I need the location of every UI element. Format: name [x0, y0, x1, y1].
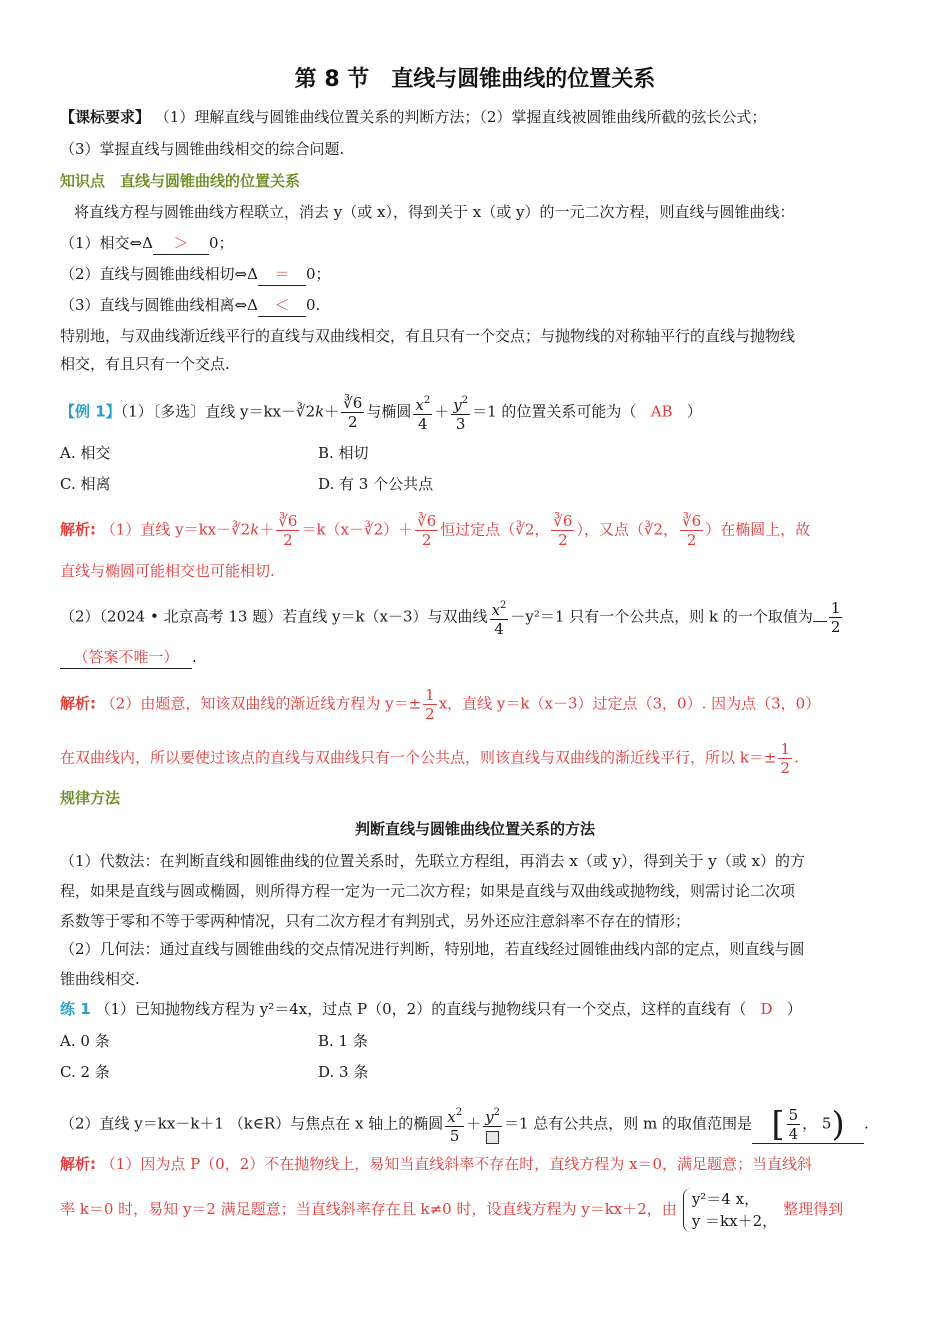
practice1-option-d: D. 3 条: [318, 1063, 369, 1081]
practice1-solution-line-1: 解析: （1）因为点 P（0，2）不在抛物线上，易知当直线斜率不存在时，直线方程为 x＝0，满足题意；当直线斜: [60, 1155, 813, 1173]
knowledge-note-1: 特别地，与双曲线渐近线平行的直线与双曲线相交，有且只有一个交点；与抛物线的对称轴平行的直线与抛物线: [60, 327, 796, 345]
method-paragraph-1-line-1: （1）代数法：在判断直线和圆锥曲线的位置关系时，先联立方程组，再消去 x（或 y），得到关于 y（或 x）的方: [60, 852, 805, 870]
requirements-line-2: （3）掌握直线与圆锥曲线相交的综合问题.: [60, 140, 345, 158]
practice1-question-2: （2）直线 y＝kx－k＋1 （k∈R）与焦点在 x 轴上的椭圆 $\frac{x^2}{5}$ ＋ $y^2$ ＝1 总有公共点，则 m 的取值范围是 [ $\frac{5}{4}$ ， 5) .: [60, 1104, 869, 1145]
practice1-question-1: 练 1 （1）已知抛物线方程为 y²＝4x，过点 P（0，2）的直线与抛物线只有一个交点，这样的直线有（ D ）: [60, 1000, 802, 1018]
equation-system: y²＝4 x， y ＝kx＋2，: [683, 1188, 777, 1232]
method-heading: 规律方法: [60, 789, 121, 807]
answer-blank: ＞: [153, 232, 209, 255]
method-subtitle: 判断直线与圆锥曲线位置关系的方法: [354, 820, 595, 838]
example1-solution-1-line-2: 直线与椭圆可能相交也可能相切.: [60, 562, 275, 580]
answer-text: D: [760, 1000, 773, 1018]
example1-option-a: A. 相交: [60, 444, 111, 462]
practice1-option-a: A. 0 条: [60, 1032, 110, 1050]
requirements-line-1: 【课标要求】 （1）理解直线与圆锥曲线位置关系的判断方法；（2）掌握直线被圆锥曲线所截的弦长公式；: [60, 108, 767, 126]
knowledge-note-2: 相交，有且只有一个交点.: [60, 355, 230, 373]
method-paragraph-1-line-3: 系数等于零和不等于零两种情况，只有二次方程才有判别式，另外还应注意斜率不存在的情形；: [60, 912, 691, 930]
example-tag: 【例 1】: [60, 402, 121, 421]
knowledge-intro: 将直线方程与圆锥曲线方程联立，消去 y（或 x），得到关于 x（或 y）的一元二次方程，则直线与圆锥曲线：: [74, 203, 795, 221]
answer-text: AB: [650, 402, 673, 421]
knowledge-item-1: （1）相交⇔Δ ＞ 0；: [60, 232, 234, 255]
practice1-option-b: B. 1 条: [318, 1032, 368, 1050]
answer-blank: ＝: [258, 263, 306, 286]
fraction-sqrt6-over-2: $\frac{∛6}{2}$: [343, 394, 363, 431]
method-paragraph-2-line-2: 锥曲线相交.: [60, 970, 140, 988]
example1-solution-2-line-1: 解析: （2）由题意，知该双曲线的渐近线方程为 y＝± $\frac{1}{2}$ x，直线 y＝k（x－3）过定点（3，0）. 因为点（3，0）: [60, 686, 821, 723]
fraction-x2-over-4: $\frac{x^2}{4}$: [413, 392, 432, 433]
example1-option-c: C. 相离: [60, 475, 111, 493]
example1-solution-1-line-1: 解析: （1）直线 y＝kx－∛2k＋ $\frac{∛6}{2}$ ＝k（x－∛2）＋ $\frac{∛6}{2}$ 恒过定点（∛2， $\frac{∛6}{2}$ ），又点（∛2， $\frac{∛6}{2}$ ）在椭圆上，故: [60, 512, 811, 549]
method-paragraph-1-line-2: 程，如果是直线与圆或椭圆，则所得方程一定为一元二次方程；如果是直线与双曲线或抛物线，则需讨论二次项: [60, 882, 796, 900]
example1-option-b: B. 相切: [318, 444, 369, 462]
example1-solution-2-line-2: 在双曲线内，所以要使过该点的直线与双曲线只有一个公共点，则该直线与双曲线的渐近线平行，所以 k＝± $\frac{1}{2}$ .: [60, 740, 799, 777]
fraction-y2-over-3: $\frac{y^2}{3}$: [451, 392, 470, 433]
page-title: 第 8 节 直线与圆锥曲线的位置关系: [294, 67, 656, 92]
knowledge-item-3: （3）直线与圆锥曲线相离⇔Δ ＜ 0.: [60, 294, 320, 317]
example1-question-1: 【例 1】（1）〔多选〕直线 y＝kx－∛2k＋ $\frac{∛6}{2}$ 与椭圆 $\frac{x^2}{4}$ ＋ $\frac{y^2}{3}$ ＝1 的位置关系可能为（ AB ）: [60, 394, 702, 433]
example1-question-2-answer: （答案不唯一） .: [60, 646, 197, 669]
knowledge-heading: 知识点 直线与圆锥曲线的位置关系: [60, 172, 301, 190]
example1-question-2: （2）（2024 • 北京高考 13 题）若直线 y＝k（x－3）与双曲线 $\frac{x^2}{4}$ －y²＝1 只有一个公共点，则 k 的一个取值为 $\frac{1}{2}$: [60, 599, 841, 638]
practice-tag: 练 1: [60, 1000, 91, 1018]
method-paragraph-2-line-1: （2）几何法：通过直线与圆锥曲线的交点情况进行判断，特别地，若直线经过圆锥曲线内部的定点，则直线与圆: [60, 940, 805, 958]
knowledge-item-2: （2）直线与圆锥曲线相切⇔Δ ＝ 0；: [60, 263, 331, 286]
practice1-solution-line-2: 率 k＝0 时，易知 y＝2 满足题意；当直线斜率存在且 k≠0 时，设直线方程为 y＝kx＋2，由 y²＝4 x， y ＝kx＋2， 整理得到: [60, 1190, 844, 1230]
practice1-option-c: C. 2 条: [60, 1063, 110, 1081]
radical-sqrt2: ∛2: [296, 402, 316, 421]
answer-blank: ＜: [258, 294, 306, 317]
requirements-tag: 【课标要求】: [60, 108, 151, 126]
placeholder-box-icon: [486, 1131, 499, 1144]
example1-option-d: D. 有 3 个公共点: [318, 475, 434, 493]
